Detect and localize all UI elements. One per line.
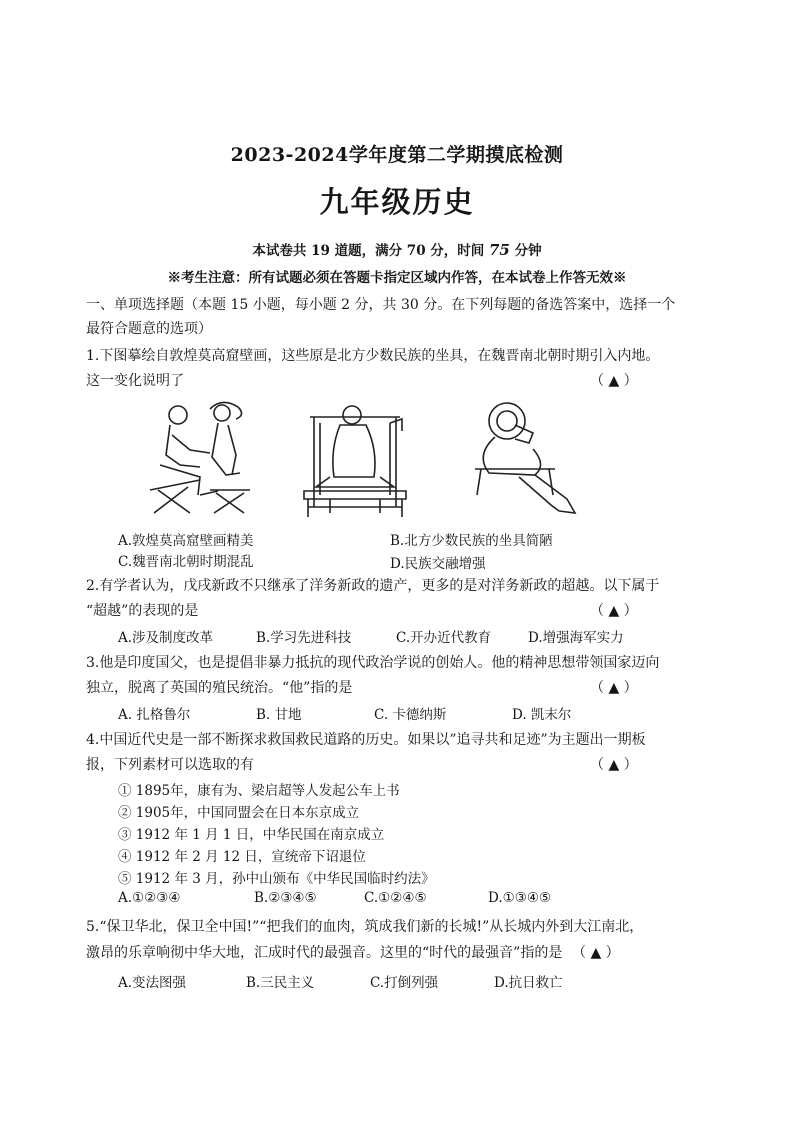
q5-option-c[interactable]: C.打倒列强 <box>370 975 439 991</box>
mural-sketch-chair <box>290 395 420 520</box>
q1-option-b[interactable]: B.北方少数民族的坐具简陋 <box>390 533 553 549</box>
question-3-stem: 3.他是印度国父，也是提倡非暴力抵抗的现代政治学说的创始人。他的精神思想带领国家迈向 <box>86 655 660 671</box>
q3-option-d[interactable]: D. 凯末尔 <box>512 707 572 723</box>
question-4-stem-cont: 报，下列素材可以选取的有 <box>86 757 254 773</box>
answer-bracket: （ ▲ ） <box>590 680 638 696</box>
mural-sketch-folding-stools <box>140 395 260 520</box>
question-4-stem: 4.中国近代史是一部不断探求救国救民道路的历史。如果以”追寻共和足迹”为主题出一期板 <box>86 732 646 748</box>
subject-title: 九年级历史 <box>319 185 475 219</box>
exam-time-value: 75 <box>489 241 510 259</box>
q1-option-c[interactable]: C.魏晋南北朝时期混乱 <box>118 554 254 570</box>
exam-notice: ※考生注意：所有试题必须在答题卡指定区域内作答，在本试卷上作答无效※ <box>167 270 627 286</box>
answer-bracket: （ ▲ ） <box>590 603 638 619</box>
q4-option-b[interactable]: B.②③④⑤ <box>254 890 317 906</box>
q5-option-d[interactable]: D.抗日救亡 <box>494 975 563 991</box>
question-2-stem-cont: “超越”的表现的是 <box>86 603 199 619</box>
mural-sketch-seated-figure <box>455 395 585 520</box>
question-3-stem-cont: 独立，脱离了英国的殖民统治。“他”指的是 <box>86 680 353 696</box>
q4-item-3: ③ 1912 年 1 月 1 日，中华民国在南京成立 <box>118 827 385 843</box>
question-5-stem-cont: 激昂的乐章响彻中华大地，汇成时代的最强音。这里的“时代的最强音”指的是 <box>86 945 563 961</box>
q1-option-a[interactable]: A.敦煌莫高窟壁画精美 <box>118 533 254 549</box>
exam-title: 2023-2024学年度第二学期摸底检测 <box>230 144 564 166</box>
question-2-stem: 2.有学者认为，戊戌新政不只继承了洋务新政的遗产，更多的是对洋务新政的超越。以下属于 <box>86 578 660 594</box>
q4-option-a[interactable]: A.①②③④ <box>118 890 181 906</box>
q4-item-5: ⑤ 1912 年 3 月，孙中山颁布《中华民国临时约法》 <box>118 871 435 887</box>
answer-bracket: （ ▲ ） <box>590 373 638 389</box>
q3-option-a[interactable]: A. 扎格鲁尔 <box>118 707 191 723</box>
question-1-stem: 1.下图摹绘自敦煌莫高窟壁画，这些原是北方少数民族的坐具，在魏晋南北朝时期引入内地。 <box>86 348 660 364</box>
q4-item-1: ① 1895年，康有为、梁启超等人发起公车上书 <box>118 783 400 799</box>
answer-bracket: （ ▲ ） <box>590 757 638 773</box>
q2-option-d[interactable]: D.增强海军实力 <box>528 630 624 646</box>
q2-option-a[interactable]: A.涉及制度改革 <box>118 630 214 646</box>
q4-option-d[interactable]: D.①③④⑤ <box>488 890 552 906</box>
q2-option-b[interactable]: B.学习先进科技 <box>256 630 352 646</box>
exam-info <box>0 239 794 259</box>
section-heading: 一、单项选择题（本题 15 小题，每小题 2 分，共 30 分。在下列每题的备选答案中，选择一个 <box>86 297 676 313</box>
question-5-stem: 5.“保卫华北，保卫全中国!”“把我们的血肉，筑成我们新的长城!”从长城内外到大江南北， <box>86 919 644 935</box>
q4-item-4: ④ 1912 年 2 月 12 日，宣统帝下诏退位 <box>118 849 366 865</box>
q2-option-c[interactable]: C.开办近代教育 <box>396 630 492 646</box>
q5-option-a[interactable]: A.变法图强 <box>118 975 187 991</box>
exam-info-suffix: 分钟 <box>514 243 542 259</box>
section-heading-cont: 最符合题意的选项） <box>86 321 212 337</box>
q3-option-b[interactable]: B. 甘地 <box>256 707 302 723</box>
q1-option-d[interactable]: D.民族交融增强 <box>390 556 486 572</box>
answer-bracket: （ ▲ ） <box>572 945 620 961</box>
q4-option-c[interactable]: C.①②④⑤ <box>364 890 427 906</box>
q3-option-c[interactable]: C. 卡德纳斯 <box>374 707 447 723</box>
question-1-stem-cont: 这一变化说明了 <box>86 373 184 389</box>
q5-option-b[interactable]: B.三民主义 <box>246 975 315 991</box>
exam-info-prefix: 本试卷共 19 道题，满分 70 分，时间 <box>252 243 485 259</box>
q4-item-2: ② 1905年，中国同盟会在日本东京成立 <box>118 805 360 821</box>
